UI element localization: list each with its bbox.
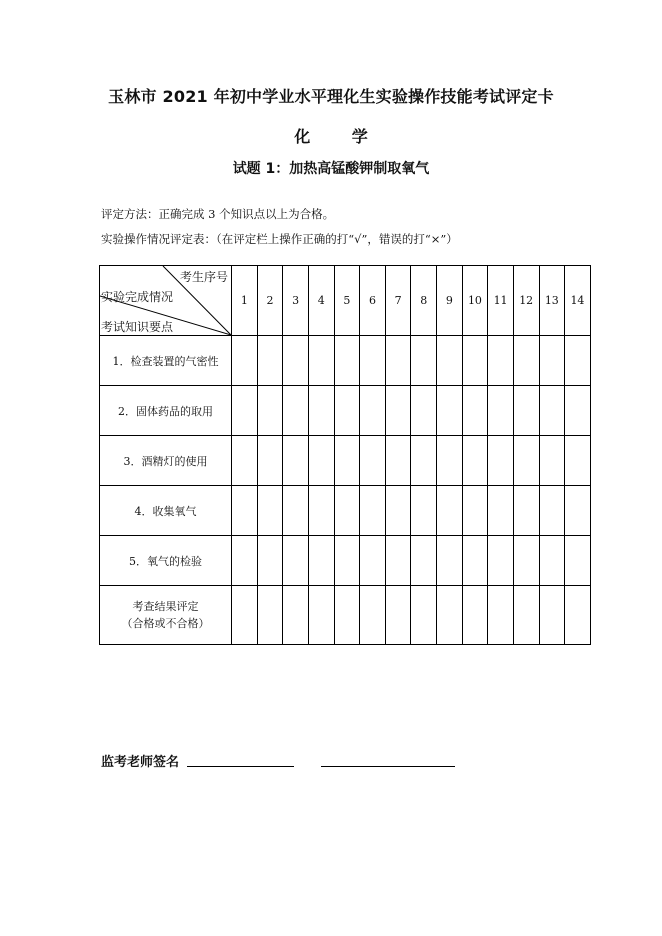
result-label [100,586,232,645]
grade-cell[interactable] [308,436,334,486]
knowledge-point-label: 2．固体药品的取用 [100,386,232,436]
grade-cell[interactable] [462,436,488,486]
subject-heading: 化 学 [294,127,386,146]
evaluation-instructions: 实验操作情况评定表：（在评定栏上操作正确的打“√”，错误的打“×”） [101,232,458,246]
table-row [100,486,591,536]
grade-cell[interactable] [360,386,386,436]
grade-cell[interactable] [488,436,514,486]
grade-cell[interactable] [334,536,360,586]
grade-cell[interactable] [411,386,437,436]
grade-cell[interactable] [462,486,488,536]
grade-cell[interactable] [411,436,437,486]
grade-cell[interactable] [308,536,334,586]
column-header: 6 [360,266,386,336]
column-header: 7 [385,266,411,336]
grade-cell[interactable] [334,386,360,436]
grade-cell[interactable] [565,436,591,486]
page-title: 玉林市 2021 年初中学业水平理化生实验操作技能考试评定卡 [108,87,554,106]
column-header: 5 [334,266,360,336]
grade-cell[interactable] [232,386,258,436]
grade-cell[interactable] [437,436,463,486]
grade-cell[interactable] [360,336,386,386]
column-header: 1 [232,266,258,336]
column-header: 13 [539,266,565,336]
result-cell[interactable] [257,586,283,645]
column-header: 11 [488,266,514,336]
grade-cell[interactable] [462,336,488,386]
knowledge-point-label: 4．收集氧气 [100,486,232,536]
grade-cell[interactable] [360,436,386,486]
grade-cell[interactable] [437,486,463,536]
signature-line-2[interactable] [321,766,455,767]
result-cell[interactable] [437,586,463,645]
grade-cell[interactable] [539,436,565,486]
column-header: 8 [411,266,437,336]
grade-cell[interactable] [539,486,565,536]
table-row [100,386,591,436]
grade-cell[interactable] [437,386,463,436]
table-row [100,336,591,386]
grade-cell[interactable] [385,386,411,436]
corner-label-student-number: 考生序号 [179,270,228,284]
question-title: 试题 1：加热高锰酸钾制取氧气 [232,161,430,177]
grade-cell[interactable] [257,436,283,486]
header-row [100,266,591,336]
result-cell[interactable] [539,586,565,645]
grade-cell[interactable] [565,536,591,586]
grade-cell[interactable] [360,486,386,536]
grade-cell[interactable] [513,486,539,536]
result-cell[interactable] [565,586,591,645]
grade-cell[interactable] [488,336,514,386]
grade-cell[interactable] [385,486,411,536]
column-header: 9 [437,266,463,336]
grade-cell[interactable] [257,336,283,386]
signature-label: 监考老师签名 [101,755,180,770]
grade-cell[interactable] [488,536,514,586]
grade-cell[interactable] [488,386,514,436]
result-cell[interactable] [283,586,309,645]
grade-cell[interactable] [308,386,334,436]
result-cell[interactable] [462,586,488,645]
signature-line-1[interactable] [187,766,294,767]
grade-cell[interactable] [257,536,283,586]
grade-cell[interactable] [385,336,411,386]
grade-cell[interactable] [360,536,386,586]
table-row [100,536,591,586]
grade-cell[interactable] [462,386,488,436]
grade-cell[interactable] [257,386,283,436]
evaluation-table [99,265,591,645]
grade-cell[interactable] [283,486,309,536]
column-header: 2 [257,266,283,336]
column-header: 3 [283,266,309,336]
grade-cell[interactable] [462,536,488,586]
corner-label-knowledge-points: 考试知识要点 [101,320,174,334]
grade-cell[interactable] [232,536,258,586]
result-cell[interactable] [360,586,386,645]
grade-cell[interactable] [437,536,463,586]
knowledge-point-label: 1．检查装置的气密性 [100,336,232,386]
result-cell[interactable] [488,586,514,645]
grade-cell[interactable] [334,486,360,536]
grade-cell[interactable] [565,336,591,386]
column-header: 4 [308,266,334,336]
grade-cell[interactable] [283,536,309,586]
grade-cell[interactable] [437,336,463,386]
result-cell[interactable] [232,586,258,645]
grade-cell[interactable] [513,536,539,586]
grade-cell[interactable] [513,386,539,436]
grade-cell[interactable] [334,436,360,486]
result-label-line1: 考查结果评定 [132,600,199,613]
result-cell[interactable] [385,586,411,645]
evaluation-method: 评定方法：正确完成 3 个知识点以上为合格。 [101,207,335,221]
grade-cell[interactable] [565,386,591,436]
grade-cell[interactable] [283,386,309,436]
grade-cell[interactable] [411,336,437,386]
knowledge-point-label: 5．氧气的检验 [100,536,232,586]
grade-cell[interactable] [308,336,334,386]
table-row [100,436,591,486]
grade-cell[interactable] [539,386,565,436]
grade-cell[interactable] [539,536,565,586]
grade-cell[interactable] [565,486,591,536]
grade-cell[interactable] [513,436,539,486]
grade-cell[interactable] [232,486,258,536]
result-label-line2: （合格或不合格） [121,617,210,630]
result-cell[interactable] [513,586,539,645]
corner-cell [100,266,232,336]
grade-cell[interactable] [539,336,565,386]
grade-cell[interactable] [411,536,437,586]
corner-label-completion: 实验完成情况 [101,290,174,304]
grade-cell[interactable] [385,436,411,486]
grade-cell[interactable] [308,486,334,536]
grade-cell[interactable] [232,336,258,386]
result-row [100,586,591,645]
grade-cell[interactable] [283,336,309,386]
grade-cell[interactable] [232,436,258,486]
column-header: 12 [513,266,539,336]
grade-cell[interactable] [411,486,437,536]
grade-cell[interactable] [513,336,539,386]
column-header: 10 [462,266,488,336]
grade-cell[interactable] [334,336,360,386]
grade-cell[interactable] [385,536,411,586]
knowledge-point-label: 3．酒精灯的使用 [100,436,232,486]
column-header: 14 [565,266,591,336]
grade-cell[interactable] [488,486,514,536]
result-cell[interactable] [308,586,334,645]
grade-cell[interactable] [283,436,309,486]
grade-cell[interactable] [257,486,283,536]
result-cell[interactable] [411,586,437,645]
result-cell[interactable] [334,586,360,645]
